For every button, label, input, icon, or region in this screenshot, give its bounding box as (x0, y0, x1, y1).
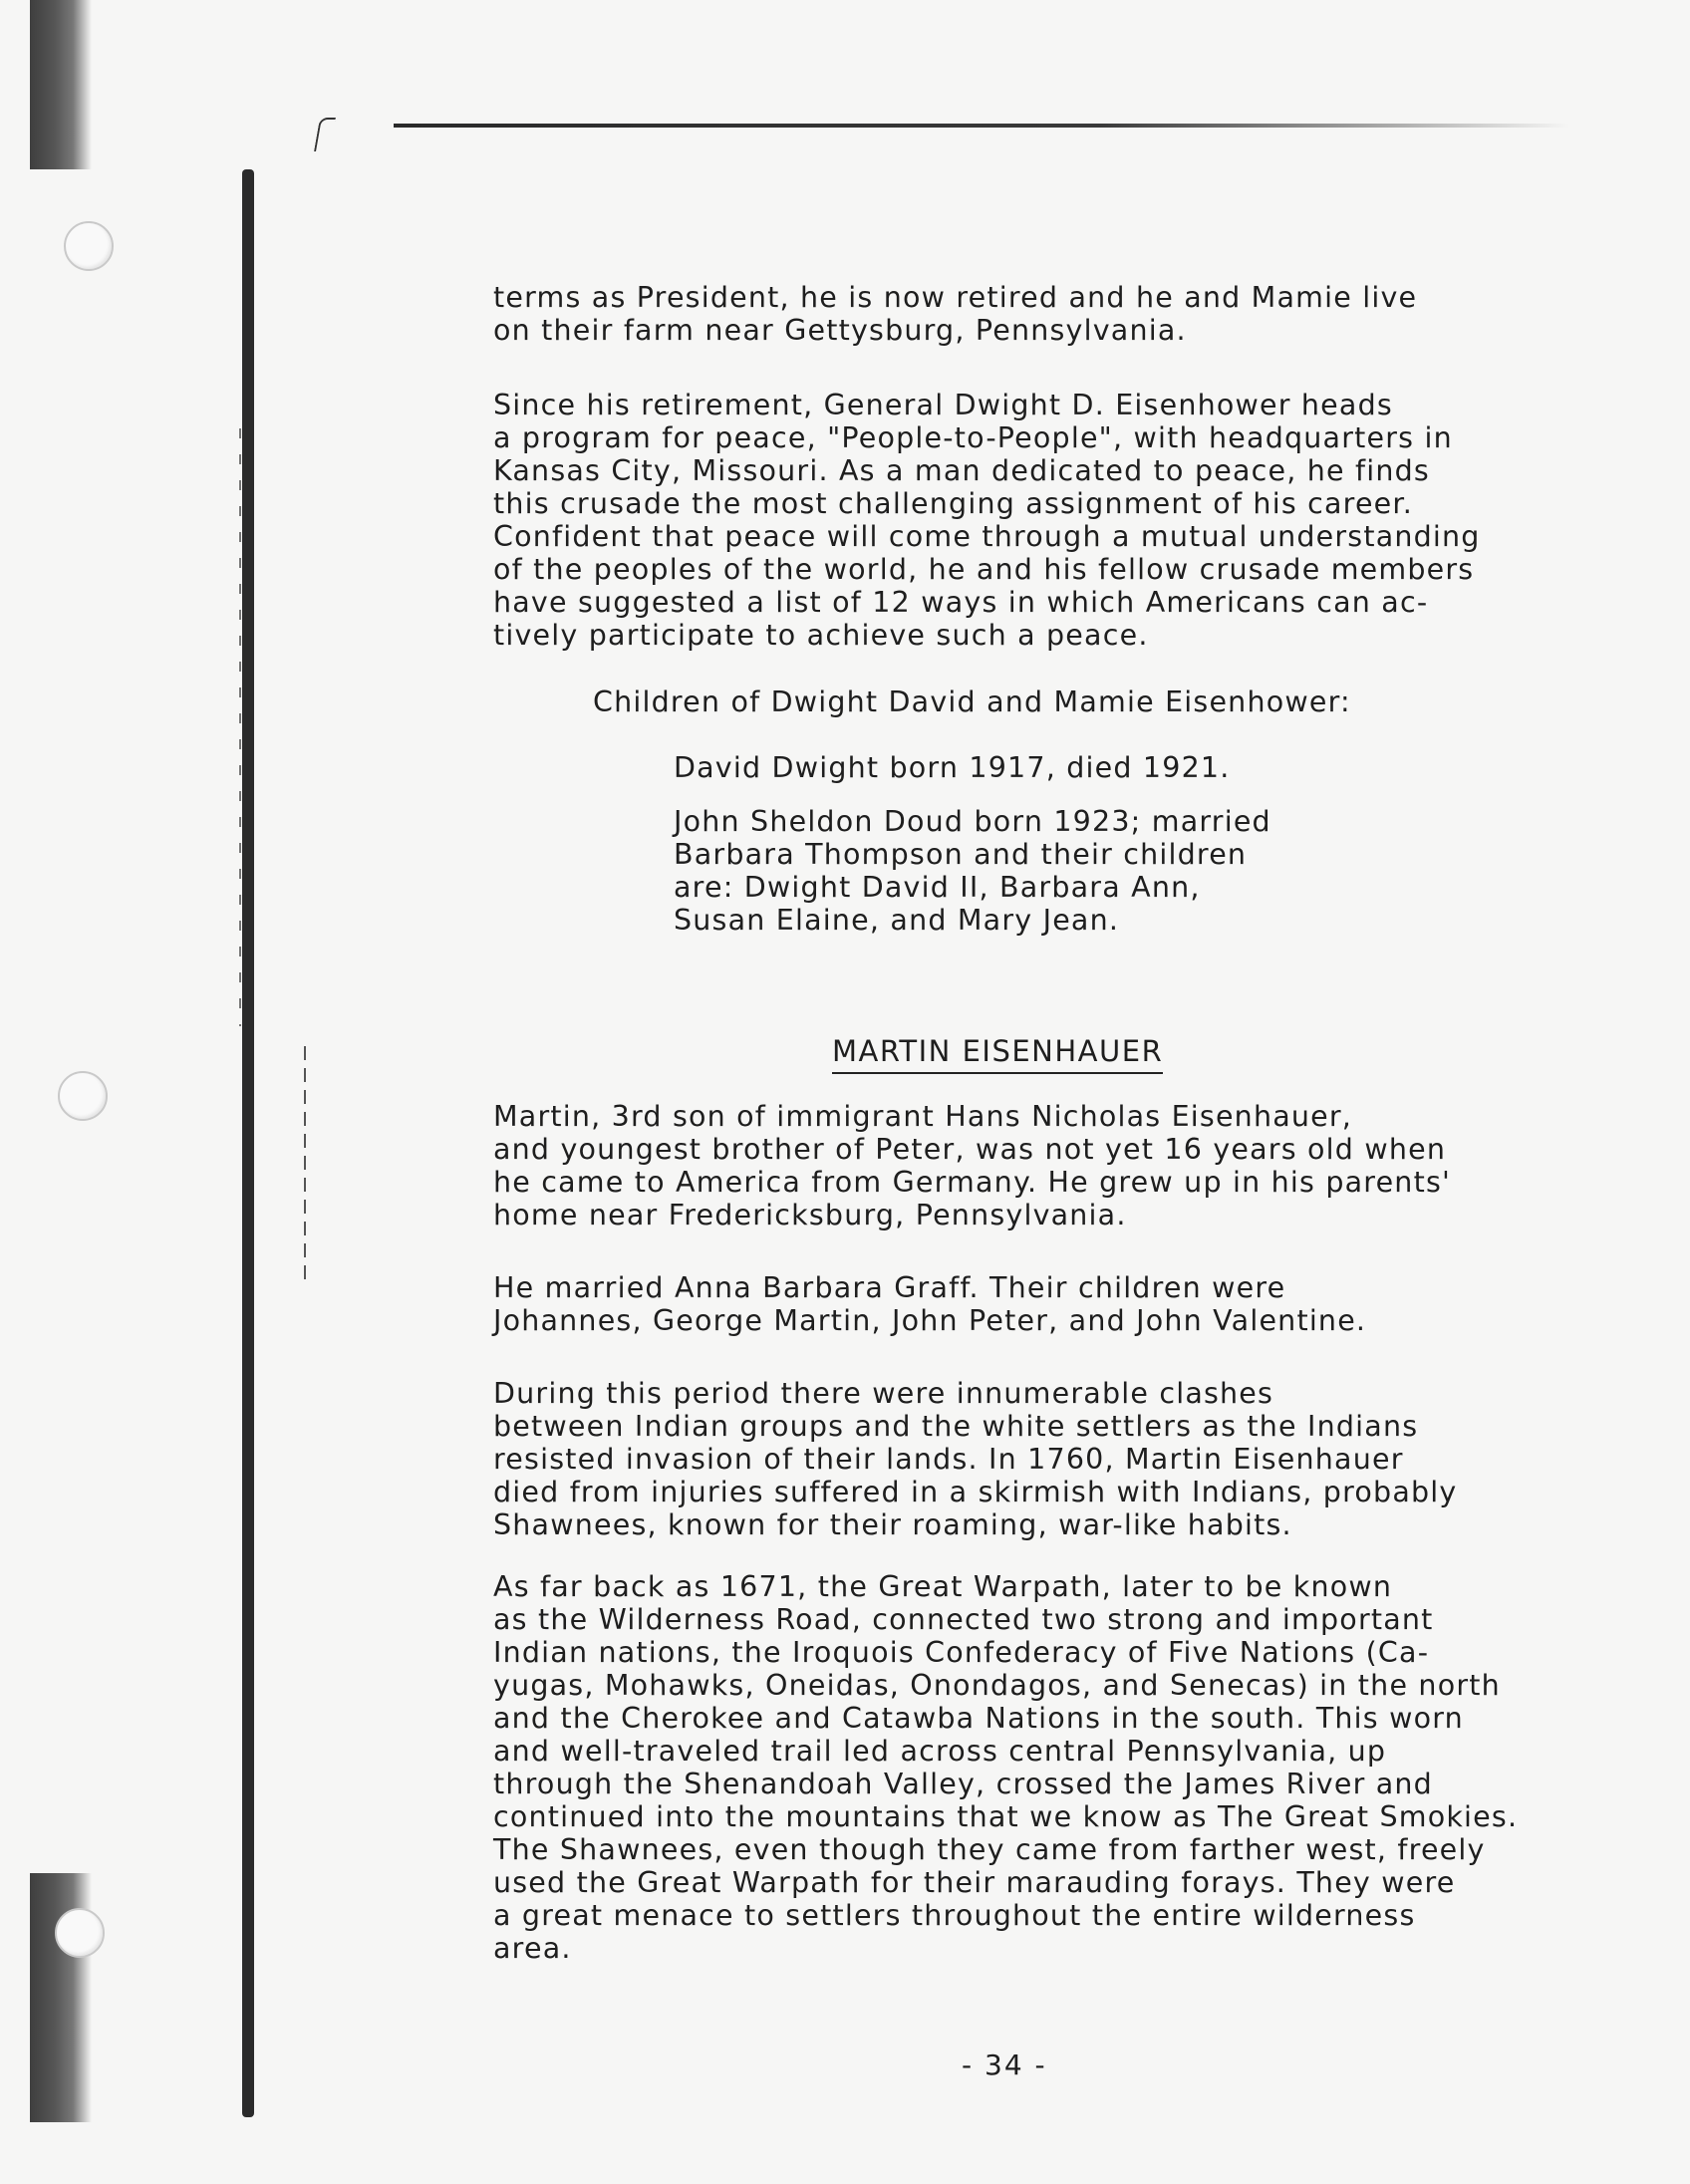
page-number: - 34 - (962, 2048, 1047, 2081)
scan-artifact-line-2 (239, 428, 241, 1026)
paragraph-great-warpath: As far back as 1671, the Great Warpath, later to be known as the Wilderness Road, connected two strong and important Indian nations, the Iroquois Confederacy of Five Nations (Ca- yugas, Mohawks, Oneidas, Onondagos, and Senecas) in the north and the Cherokee and Catawba Nations in the south. This worn and well-traveled trail led across central Pennsylvania, up through the Shenandoah Valley, crossed the James River and continued into the mountains that we know as The Great Smokies. The Shawnees, even though they came from farther west, freely used the Great Warpath for their marauding forays. They were a great menace to settlers throughout the entire wilderness area. (493, 1570, 1519, 1965)
punch-hole-top (64, 221, 114, 271)
paragraph-terms-as-president: terms as President, he is now retired and he and Mamie live on their farm near Gettysburg, Pennsylvania. (493, 281, 1418, 347)
pen-mark (314, 118, 336, 151)
top-rule-line (394, 124, 1569, 128)
punch-hole-bottom (55, 1908, 105, 1958)
paragraph-martin-intro: Martin, 3rd son of immigrant Hans Nicholas Eisenhauer, and youngest brother of Peter, was not yet 16 years old when he came to America from Germany. He grew up in his parents' home near Fredericksburg, Pennsylvania. (493, 1100, 1452, 1231)
punch-hole-middle (58, 1071, 108, 1121)
paragraph-people-to-people: Since his retirement, General Dwight D. Eisenhower heads a program for peace, "People-to-People", with headquarters in Kansas City, Missouri. As a man dedicated to peace, he finds this crusade the most challenging assignment of his career. Confident that peace will come through a mutual understanding of the peoples of the world, he and his fellow crusade members have suggested a list of 12 ways in which Americans can ac- tively participate to achieve such a peace. (493, 389, 1481, 652)
paragraph-martin-marriage: He married Anna Barbara Graff. Their children were Johannes, George Martin, John Peter, and John Valentine. (493, 1271, 1367, 1337)
paragraph-indian-clashes: During this period there were innumerable clashes between Indian groups and the white settlers as the Indians resisted invasion of their lands. In 1760, Martin Eisenhauer died from injuries suffered in a skirmish with Indians, probably Shawnees, known for their roaming, war-like habits. (493, 1377, 1458, 1541)
child-entry-john: John Sheldon Doud born 1923; married Barbara Thompson and their children are: Dwight David II, Barbara Ann, Susan Elaine, and Mary Jean. (674, 805, 1271, 937)
child-entry-david: David Dwight born 1917, died 1921. (674, 751, 1231, 784)
scan-edge-shadow-top (30, 0, 92, 169)
scan-artifact-line (304, 1046, 306, 1285)
section-heading: MARTIN EISENHAUER (832, 1034, 1163, 1074)
binding-shadow (242, 169, 254, 2117)
children-intro: Children of Dwight David and Mamie Eisenhower: (593, 685, 1351, 718)
